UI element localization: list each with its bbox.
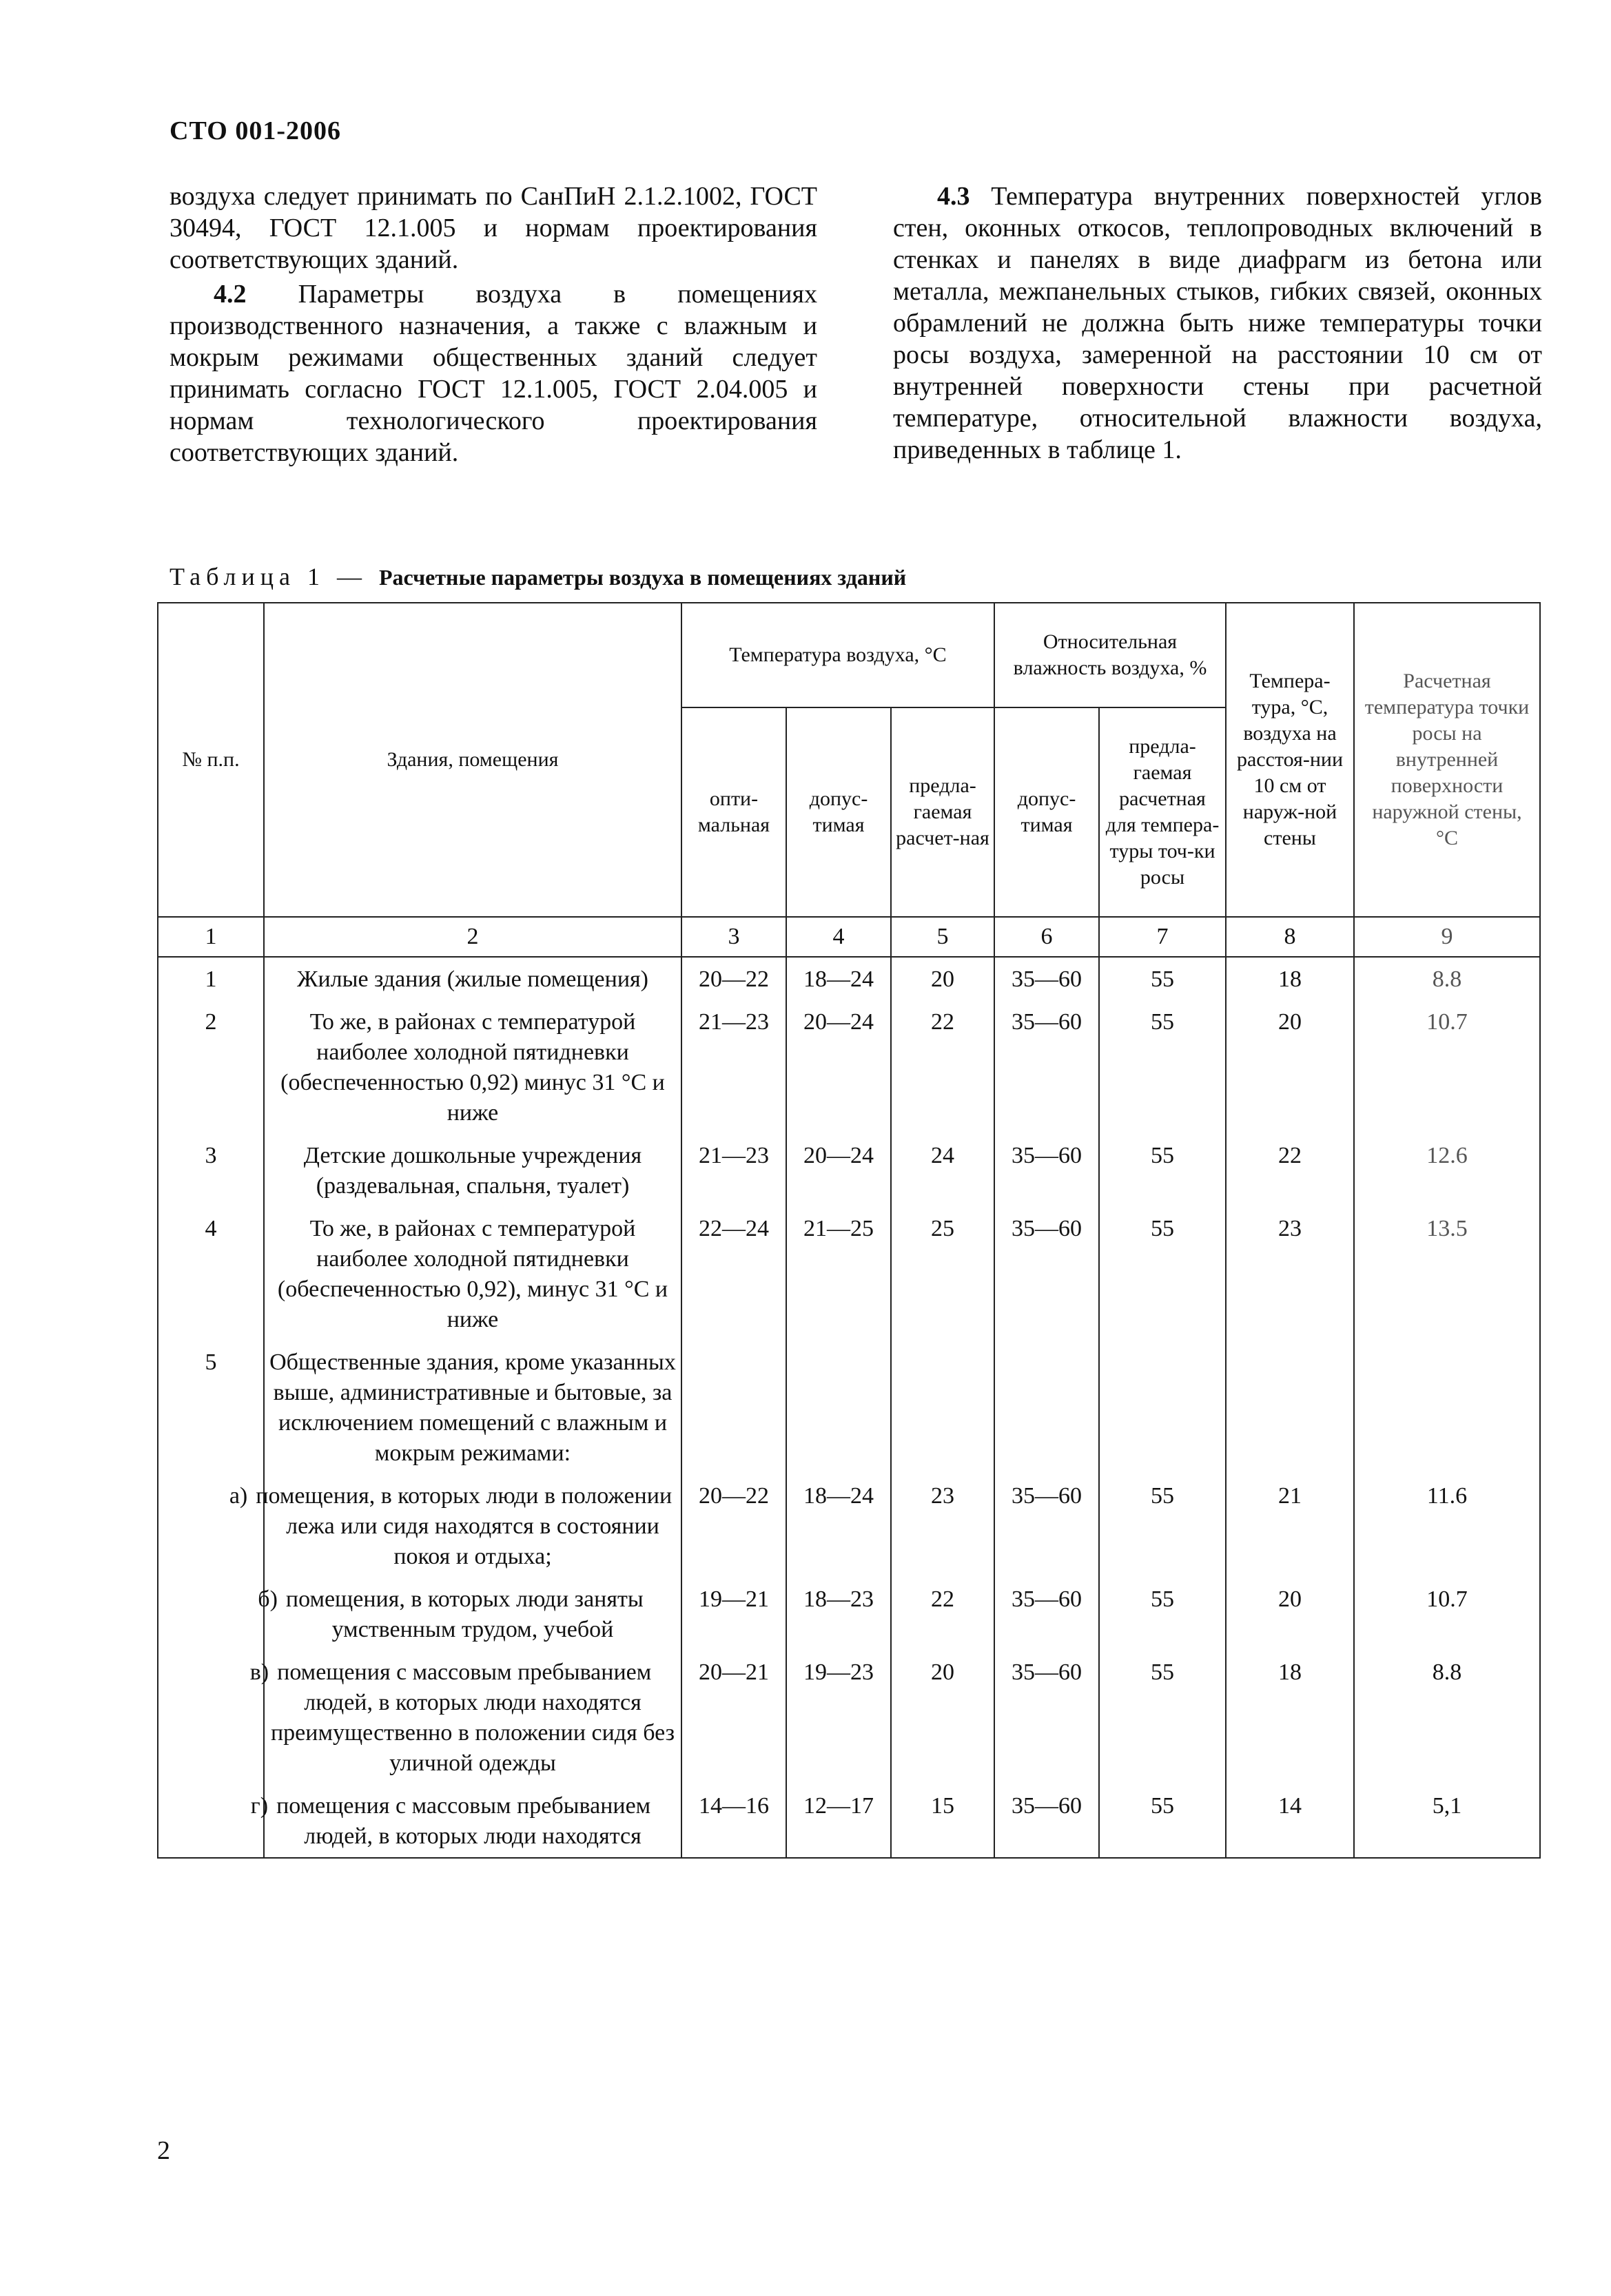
cell-proposed: 20: [891, 1651, 994, 1784]
cell-optimal: 22—24: [681, 1207, 786, 1341]
header-dew-point: Расчетная температура точки росы на внутренней поверхности наружной стены, °С: [1354, 603, 1540, 917]
cell-allowed: 12—17: [786, 1784, 891, 1858]
table-row: [158, 1000, 1540, 1134]
table-subrow: [158, 1578, 1540, 1651]
header-humidity-proposed: предла-гаемая расчетная для темпера-туры точ-ки росы: [1099, 707, 1226, 917]
cell-allowed: 19—23: [786, 1651, 891, 1784]
header-allowed: допус-тимая: [786, 707, 891, 917]
subrow-text: помещения, в которых люди заняты умственным трудом, учебой: [285, 1586, 644, 1642]
parameters-table: [157, 602, 1541, 1859]
cell-proposed: 23: [891, 1474, 994, 1578]
cell-humidity-proposed: [1099, 1341, 1226, 1474]
paragraph-4-3: [893, 180, 1542, 466]
cell-humidity-proposed: 55: [1099, 1134, 1226, 1207]
cell-optimal: 21—23: [681, 1000, 786, 1134]
cell-humidity-proposed: 55: [1099, 1207, 1226, 1341]
paragraph-continuation: воздуха следует принимать по СанПиН 2.1.2.1002, ГОСТ 30494, ГОСТ 12.1.005 и нормам проектирования соответствующих зданий.: [170, 182, 817, 274]
cell-dew-point: 12.6: [1354, 1134, 1540, 1207]
cell-optimal: 20—22: [681, 957, 786, 1000]
cell-dew-point: 13.5: [1354, 1207, 1540, 1341]
cell-temp-10cm: 21: [1226, 1474, 1354, 1578]
cell-proposed: [891, 1341, 994, 1474]
cell-dew-point: [1354, 1341, 1540, 1474]
table-subrow: [158, 1474, 1540, 1578]
column-number: 3: [681, 917, 786, 957]
cell-humidity: [994, 1341, 1099, 1474]
table-subrow: [158, 1651, 1540, 1784]
cell-temp-10cm: 18: [1226, 1651, 1354, 1784]
table-row: [158, 1341, 1540, 1474]
cell-temp-10cm: 18: [1226, 957, 1354, 1000]
row-name: Жилые здания (жилые помещения): [264, 957, 681, 1000]
cell-humidity: 35—60: [994, 1000, 1099, 1134]
clause-number: 4.2: [214, 280, 247, 309]
cell-optimal: 21—23: [681, 1134, 786, 1207]
subrow-label: а): [229, 1483, 248, 1509]
table-row: [158, 1207, 1540, 1341]
cell-dew-point: 8.8: [1354, 1651, 1540, 1784]
subrow-name: [258, 1578, 681, 1651]
clause-text: Параметры воздуха в помещениях производственного назначения, а также с влажным и мокрым режимами общественных зданий следует принимать согласно ГОСТ 12.1.005, ГОСТ 2.04.005 и нормам технологического проектирования соответствующих зданий.: [170, 280, 817, 467]
cell-humidity-proposed: 55: [1099, 1578, 1226, 1651]
table-row: [158, 957, 1540, 1000]
header-temp-group: Температура воздуха, °С: [681, 603, 994, 707]
cell-allowed: 20—24: [786, 1134, 891, 1207]
cell-proposed: 22: [891, 1000, 994, 1134]
column-number: 2: [264, 917, 681, 957]
cell-humidity: 35—60: [994, 1784, 1099, 1858]
cell-dew-point: 10.7: [1354, 1000, 1540, 1134]
column-number: 9: [1354, 917, 1540, 957]
subrow-text: помещения с массовым пребыванием людей, в которых люди находятся преимущественно в положении сидя без уличной одежды: [270, 1659, 675, 1776]
cell-allowed: 18—24: [786, 957, 891, 1000]
subrow-name: [249, 1651, 681, 1784]
column-number: 6: [994, 917, 1099, 957]
subrow-label: в): [249, 1659, 269, 1685]
subrow-text: помещения, в которых люди в положении лежа или сидя находятся в состоянии покоя и отдыха;: [256, 1483, 673, 1569]
cell-humidity: 35—60: [994, 1207, 1099, 1341]
column-number: 4: [786, 917, 891, 957]
column-number: 8: [1226, 917, 1354, 957]
header-temp-10cm: Темпера-тура, °С, воздуха на расстоя-нии 10 см от наруж-ной стены: [1226, 603, 1354, 917]
cell-optimal: 14—16: [681, 1784, 786, 1858]
cell-dew-point: 8.8: [1354, 957, 1540, 1000]
header-humidity-allowed: допус-тимая: [994, 707, 1099, 917]
cell-temp-10cm: 23: [1226, 1207, 1354, 1341]
cell-allowed: 20—24: [786, 1000, 891, 1134]
cell-humidity-proposed: 55: [1099, 1000, 1226, 1134]
header-num: № п.п.: [158, 603, 264, 917]
table-row: [158, 1134, 1540, 1207]
clause-text: Температура внутренних поверхностей углов стен, оконных откосов, теплопроводных включений в стенках и панелях в виде диафрагм из бетона или металла, межпанельных стыков, гибких связей, оконных обрамлений не должна быть ниже температуры точки росы воздуха, замеренной на расстоянии 10 см от внутренней поверхности стены при расчетной температуре, относительной влажности воздуха, приведенных в таблице 1.: [893, 182, 1542, 464]
cell-allowed: [786, 1341, 891, 1474]
row-num: 1: [158, 957, 264, 1000]
document-code: СТО 001-2006: [170, 116, 341, 145]
cell-optimal: 20—22: [681, 1474, 786, 1578]
cell-temp-10cm: 20: [1226, 1578, 1354, 1651]
table-subrow: [158, 1784, 1540, 1858]
cell-dew-point: 11.6: [1354, 1474, 1540, 1578]
row-name: То же, в районах с температурой наиболее холодной пятидневки (обеспеченностью 0,92), минус 31 °С и ниже: [264, 1207, 681, 1341]
table-caption-title: Расчетные параметры воздуха в помещениях зданий: [378, 565, 907, 590]
right-column: [893, 180, 1542, 466]
row-name: Общественные здания, кроме указанных выше, административные и бытовые, за исключением помещений с влажным и мокрым режимами:: [264, 1341, 681, 1474]
left-column: [170, 180, 817, 468]
header-optimal: опти-мальная: [681, 707, 786, 917]
column-numbers-row: [158, 917, 1540, 957]
cell-temp-10cm: 22: [1226, 1134, 1354, 1207]
cell-allowed: 18—23: [786, 1578, 891, 1651]
row-num: 5: [158, 1341, 264, 1474]
row-name: То же, в районах с температурой наиболее холодной пятидневки (обеспеченностью 0,92) минус 31 °С и ниже: [264, 1000, 681, 1134]
table-caption: [170, 562, 906, 591]
cell-humidity: 35—60: [994, 1134, 1099, 1207]
row-num: 2: [158, 1000, 264, 1134]
cell-optimal: 19—21: [681, 1578, 786, 1651]
cell-proposed: 25: [891, 1207, 994, 1341]
cell-allowed: 21—25: [786, 1207, 891, 1341]
cell-humidity-proposed: 55: [1099, 1651, 1226, 1784]
row-num: 3: [158, 1134, 264, 1207]
cell-humidity-proposed: 55: [1099, 957, 1226, 1000]
cell-proposed: 22: [891, 1578, 994, 1651]
subrow-name: [229, 1474, 681, 1578]
cell-proposed: 24: [891, 1134, 994, 1207]
cell-humidity: 35—60: [994, 957, 1099, 1000]
header-building: Здания, помещения: [264, 603, 681, 917]
cell-temp-10cm: 20: [1226, 1000, 1354, 1134]
cell-dew-point: 5,1: [1354, 1784, 1540, 1858]
cell-allowed: 18—24: [786, 1474, 891, 1578]
header-humidity-group: Относительная влажность воздуха, %: [994, 603, 1226, 707]
subrow-name: [250, 1784, 681, 1858]
cell-humidity: 35—60: [994, 1651, 1099, 1784]
page-number: 2: [157, 2136, 170, 2165]
cell-proposed: 20: [891, 957, 994, 1000]
cell-humidity-proposed: 55: [1099, 1474, 1226, 1578]
cell-optimal: 20—21: [681, 1651, 786, 1784]
cell-proposed: 15: [891, 1784, 994, 1858]
cell-humidity-proposed: 55: [1099, 1784, 1226, 1858]
header-proposed: предла-гаемая расчет-ная: [891, 707, 994, 917]
cell-humidity: 35—60: [994, 1578, 1099, 1651]
row-num: 4: [158, 1207, 264, 1341]
column-number: 1: [158, 917, 264, 957]
cell-humidity: 35—60: [994, 1474, 1099, 1578]
clause-number: 4.3: [937, 182, 970, 211]
paragraph-4-2: [170, 278, 817, 468]
cell-dew-point: 10.7: [1354, 1578, 1540, 1651]
column-number: 7: [1099, 917, 1226, 957]
cell-temp-10cm: 14: [1226, 1784, 1354, 1858]
row-name: Детские дошкольные учреждения (раздевальная, спальня, туалет): [264, 1134, 681, 1207]
subrow-label: б): [258, 1586, 278, 1612]
subrow-text: помещения с массовым пребыванием людей, в которых люди находятся: [276, 1793, 651, 1849]
cell-optimal: [681, 1341, 786, 1474]
cell-temp-10cm: [1226, 1341, 1354, 1474]
table-caption-prefix: Таблица 1 —: [170, 563, 379, 590]
column-number: 5: [891, 917, 994, 957]
subrow-label: г): [250, 1793, 269, 1819]
